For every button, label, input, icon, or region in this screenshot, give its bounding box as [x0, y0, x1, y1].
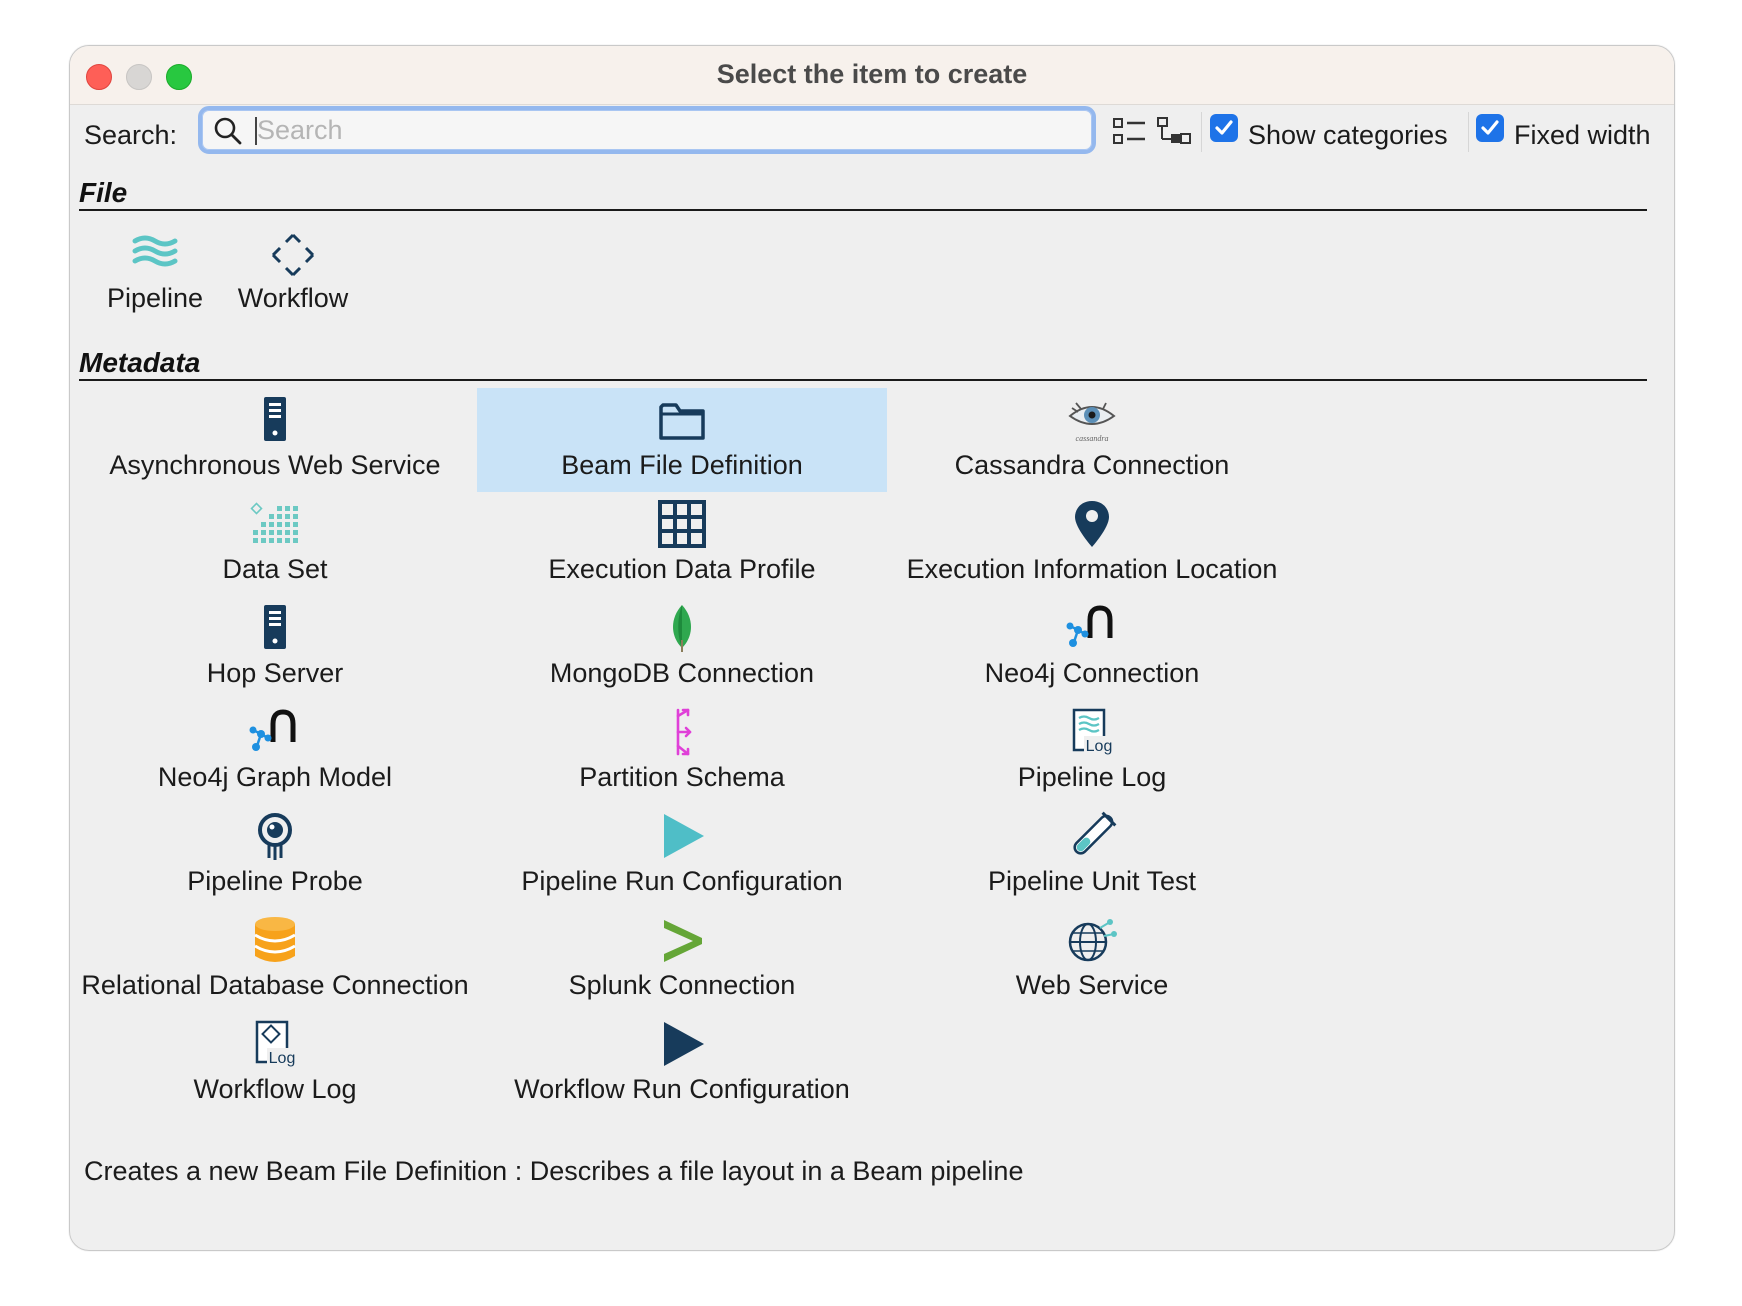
- item-label: Partition Schema: [579, 762, 785, 792]
- tree-view-icon[interactable]: [1157, 117, 1191, 147]
- database-icon: [249, 914, 301, 966]
- dataset-grid-icon: [249, 498, 301, 550]
- pipeline-log-icon: [1066, 706, 1118, 758]
- item-workflow-run-configuration[interactable]: [477, 1012, 887, 1116]
- item-pipeline-log[interactable]: [887, 700, 1297, 804]
- item-label: Execution Information Location: [906, 554, 1278, 584]
- item-label: Splunk Connection: [568, 970, 796, 1000]
- probe-icon: [249, 810, 301, 862]
- item-label: Pipeline Run Configuration: [521, 866, 843, 896]
- checkmark-icon: [1479, 117, 1501, 139]
- fixed-width-label[interactable]: Fixed width: [1514, 120, 1651, 150]
- list-view-icon[interactable]: [1113, 117, 1147, 147]
- dialog-window: [69, 45, 1675, 1251]
- test-tube-icon: [1066, 810, 1118, 862]
- cassandra-logo-text: cassandra: [1075, 434, 1109, 443]
- item-pipeline-probe[interactable]: [70, 804, 480, 908]
- category-divider: [79, 209, 1647, 211]
- status-description: Creates a new Beam File Definition : Describes a file layout in a Beam pipeline: [84, 1156, 1024, 1186]
- item-web-service[interactable]: [887, 908, 1297, 1012]
- folder-icon: [656, 394, 708, 446]
- search-input[interactable]: [257, 113, 1077, 147]
- mongodb-leaf-icon: [656, 602, 708, 654]
- item-label: Data Set: [222, 554, 328, 584]
- item-label: Neo4j Graph Model: [157, 762, 393, 792]
- item-label: Workflow Run Configuration: [514, 1074, 850, 1104]
- item-cassandra-connection[interactable]: [887, 388, 1297, 492]
- item-pipeline-run-configuration[interactable]: [477, 804, 887, 908]
- item-neo4j-graph-model[interactable]: [70, 700, 480, 804]
- title-bar: [70, 46, 1674, 105]
- neo4j-icon: [1066, 602, 1118, 654]
- location-pin-icon: [1066, 498, 1118, 550]
- item-workflow-log[interactable]: [70, 1012, 480, 1116]
- partition-arrows-icon: [656, 706, 708, 758]
- category-heading-metadata: Metadata: [79, 347, 201, 378]
- neo4j-icon: [249, 706, 301, 758]
- item-label: Beam File Definition: [561, 450, 803, 480]
- item-label: Workflow: [237, 283, 349, 313]
- item-label: Pipeline Log: [1017, 762, 1167, 792]
- item-label: Asynchronous Web Service: [109, 450, 441, 480]
- item-beam-file-definition[interactable]: [477, 388, 887, 492]
- pipeline-icon: [129, 229, 181, 281]
- item-splunk-connection[interactable]: [477, 908, 887, 1012]
- splunk-chevron-icon: [656, 914, 708, 966]
- item-label: Pipeline Probe: [187, 866, 363, 896]
- table-grid-icon: [656, 498, 708, 550]
- item-mongodb-connection[interactable]: [477, 596, 887, 700]
- search-label: Search:: [84, 120, 178, 150]
- item-label: Relational Database Connection: [81, 970, 469, 1000]
- log-badge-text: Log: [268, 1050, 296, 1067]
- item-data-set[interactable]: [70, 492, 480, 596]
- item-relational-database-connection[interactable]: [70, 908, 480, 1012]
- item-pipeline[interactable]: [80, 224, 230, 324]
- item-pipeline-unit-test[interactable]: [887, 804, 1297, 908]
- server-icon: [249, 394, 301, 446]
- toolbar-separator: [1468, 112, 1469, 152]
- item-asynchronous-web-service[interactable]: [70, 388, 480, 492]
- item-label: Cassandra Connection: [954, 450, 1230, 480]
- toolbar-separator: [1201, 112, 1202, 152]
- log-badge-text: Log: [1085, 738, 1113, 755]
- item-label: Hop Server: [206, 658, 344, 688]
- cassandra-eye-icon: [1066, 394, 1118, 446]
- item-label: Execution Data Profile: [548, 554, 816, 584]
- item-label: Pipeline: [106, 283, 204, 313]
- item-neo4j-connection[interactable]: [887, 596, 1297, 700]
- category-heading-file: File: [79, 177, 128, 208]
- play-navy-icon: [656, 1018, 708, 1070]
- checkmark-icon: [1213, 117, 1235, 139]
- globe-icon: [1066, 914, 1118, 966]
- item-workflow[interactable]: [218, 224, 368, 324]
- category-divider: [79, 379, 1647, 381]
- item-label: Workflow Log: [193, 1074, 357, 1104]
- search-field[interactable]: [198, 106, 1096, 154]
- item-label: Neo4j Connection: [984, 658, 1200, 688]
- search-icon: [213, 116, 243, 146]
- item-label: MongoDB Connection: [549, 658, 815, 688]
- item-partition-schema[interactable]: [477, 700, 887, 804]
- show-categories-checkbox[interactable]: [1210, 114, 1238, 142]
- fixed-width-checkbox[interactable]: [1476, 114, 1504, 142]
- item-label: Pipeline Unit Test: [987, 866, 1197, 896]
- item-label: Web Service: [1015, 970, 1169, 1000]
- workflow-log-icon: [249, 1018, 301, 1070]
- show-categories-label[interactable]: Show categories: [1248, 120, 1448, 150]
- play-teal-icon: [656, 810, 708, 862]
- item-hop-server[interactable]: [70, 596, 480, 700]
- item-execution-data-profile[interactable]: [477, 492, 887, 596]
- window-title: Select the item to create: [716, 59, 1028, 89]
- item-execution-information-location[interactable]: [887, 492, 1297, 596]
- workflow-icon: [267, 229, 319, 281]
- server-icon: [249, 602, 301, 654]
